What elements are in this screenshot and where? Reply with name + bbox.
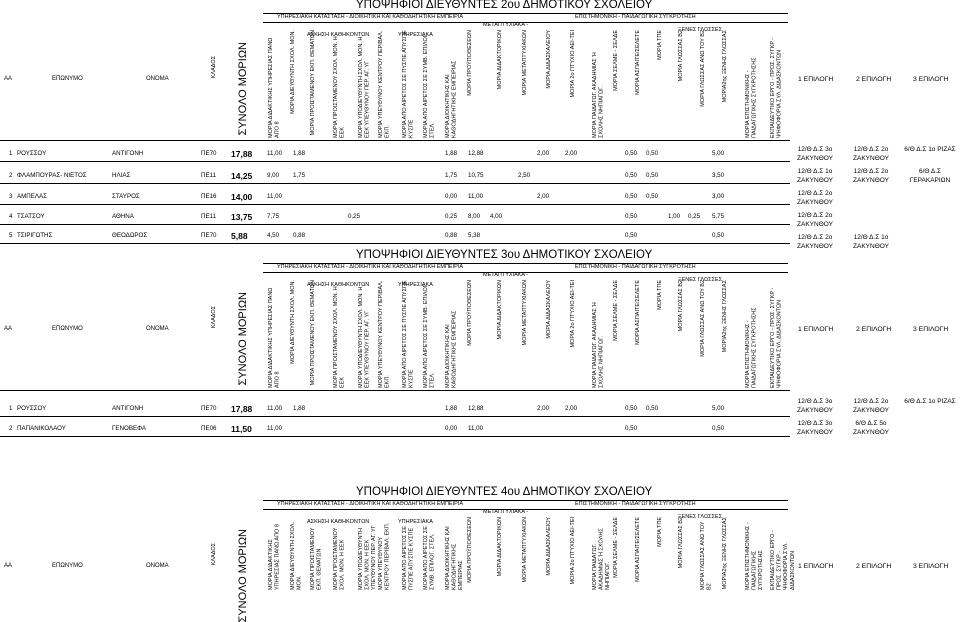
col-header: ΜΟΡΙΑ ΑΠΟ ΑΙΡΕΤΟΣ ΣΕ ΣΥΜΒ. ΕΠΙΛΟΓ. ΣΤΕΛ. <box>423 33 436 138</box>
row-klados: ΠΕ70 <box>201 405 217 412</box>
col-total: ΣΥΝΟΛΟ ΜΟΡΙΩΝ <box>237 42 249 136</box>
row-value: 4,00 <box>490 213 503 220</box>
col-klados: ΚΛΑΔΟΣ <box>211 543 217 566</box>
col-header: ΜΟΡΙΑ ΑΠΟ ΑΙΡΕΤΟΣ ΣΕ ΣΥΜΒ. ΕΠΙΛΟΓ. ΣΤΕΛ. <box>423 283 436 388</box>
row-total: 17,88 <box>231 149 253 159</box>
col-header: ΜΟΡΙΑ ΤΠΕ <box>657 30 663 60</box>
col-header: ΜΟΡΙΑ ΥΠΕΥΘΥΝΟΥ ΚΕΝΤΡΟΥ ΠΕΡΙΒΑΛ. ΕΚΠ. <box>378 30 391 138</box>
choice-first: 12/Θ Δ.Σ 1ο ΖΑΚΥΝΘΟΥ <box>797 168 833 184</box>
row-name: ΑΘΗΝΑ <box>112 213 134 220</box>
col-header: ΜΟΡΙΑ ΔΙΕΥΘΥΝΤΗ ΣΧΟΛ. ΜΟΝ. <box>290 30 296 114</box>
group-postgrad-header: ΜΕΤΑΠΤΥΧΙΑΚΑ - <box>483 272 529 278</box>
col-header: ΜΟΡΙΑ ΠΡΟΙΣΤΑΜΕΝΟΥ ΕΚΠ. ΘΕΜΑΤΩΝ <box>310 527 323 590</box>
col-total: ΣΥΝΟΛΟ ΜΟΡΙΩΝ <box>237 529 249 622</box>
col-header: ΜΟΡΙΑ ΠΡΟΙΣΤΑΜΕΝΟΥ ΣΧΟΛ. ΜΟΝ. Η ΕΕΚ <box>333 286 346 388</box>
col-header: ΜΟΡΙΑ ΥΠΟΔΙΕΥΘΥΝΤΗ ΣΧΟΛ. ΜΟΝ. Η ΕΕΚ ΥΠΕΥΘΥΝΟΥ ΠΕΡ. ΑΓ. ΥΓ <box>358 525 378 590</box>
col-header: ΜΟΡΙΑ 2ο ΠΤΥΧΙΟ ΑΕΙ-ΤΕΙ <box>570 517 576 585</box>
col-header: ΜΟΡΙΑ ΔΙΔΑΚΤΟΡΙΚΩΝ <box>497 30 503 90</box>
row-total: 17,88 <box>231 404 253 414</box>
col-header: ΜΟΡΙΑ ΓΛΩΣΣΑΣ Β2 <box>678 517 684 569</box>
row-value: 1,75 <box>293 172 306 179</box>
row-klados: ΠΕ11 <box>201 213 217 220</box>
col-header: ΜΟΡΙΑ ΠΡΟΙΣΤΑΜΕΝΟΥ ΣΧΟΛ. ΜΟΝ. Η ΕΕΚ <box>333 527 346 590</box>
row-aa: 4 <box>9 213 13 220</box>
choice-second: 12/Θ Δ.Σ 2ο ΖΑΚΥΝΘΟΥ <box>853 146 889 162</box>
row-value: 11,00 <box>267 405 283 412</box>
row-value: 2,00 <box>537 150 550 157</box>
col-header: ΜΟΡΙΑ ΔΙΕΥΘΥΝΤΗ ΣΧΟΛ. ΜΟΝ. <box>290 522 303 590</box>
col-header: ΕΚΠΑΙΔΕΥΤΙΚΟ ΕΡΓΟ - ΠΡΟΣ. ΣΥΓΚΡ - ΨΗΦΟΦΟΡΙΑ ΣΥΛ. ΔΙΔΑΣΚΟΝΤΩΝ <box>770 287 783 388</box>
row-value: 0,50 <box>646 193 659 200</box>
choice-first: 12/Θ Δ.Σ 2ο ΖΑΚΥΝΘΟΥ <box>797 212 833 228</box>
col-header: ΜΟΡΙΑ ΠΑΙΔΑΓΩΓ. ΑΚΑΔΗΜΙΑΣ Ή ΣΧΟΛΗΣ ΝΗΠΙΑΓΩΓ. <box>592 52 605 138</box>
row-value: 8,00 <box>468 213 481 220</box>
divider-line <box>0 436 790 437</box>
col-header: ΕΚΠΑΙΔΕΥΤΙΚΟ ΕΡΓΟ - ΠΡΟΣ. ΣΥΓΚΡ - ΨΗΦΟΦΟΡΙΑ ΣΥΛ. ΔΙΔΑΣΚΟΝΤΩΝ <box>770 37 783 138</box>
col-header: ΜΟΡΙΑ ΔΙΟΙΚΗΤΙΚΗΣ ΚΑΙ ΚΑΘΟΔΗΓΗΤΙΚΗΣ ΕΜΠΕΙΡΙΑΣ <box>445 526 465 590</box>
group-service-header: ΥΠΗΡΕΣΙΑΚΗ ΚΑΤΑΣΤΑΣΗ - ΔΙΟΙΚΗΤΙΚΗ ΚΑΙ ΚΑΘΟΔΗΓΗΤΙΚΗ ΕΜΠΕΙΡΙΑ <box>277 264 463 270</box>
row-value: 11,00 <box>267 193 283 200</box>
col-header: ΜΟΡΙΑ ΠΡΟΫΠΟΘΕΣΕΩΝ <box>467 280 473 346</box>
row-surname: ΡΟΥΣΣΟΥ <box>17 150 47 157</box>
row-value: 0,50 <box>625 213 638 220</box>
col-choice-3: 3 ΕΠΙΛΟΓΗ <box>913 76 949 83</box>
row-value: 10,75 <box>468 172 484 179</box>
col-header: ΜΟΡΙΑ ΑΠΟ ΑΙΡΕΤΟΣ ΣΕ ΠΥΣΠΕ ΑΠΥΣΠΕ ΚΥΣΠΕ <box>402 30 415 138</box>
col-header: ΜΟΡΙΑ ΓΛΩΣΣΑΣ Β2 <box>678 280 684 332</box>
col-header: ΜΟΡΙΑ ΣΕΛΜΕ - ΣΕΛΔΕ <box>613 280 619 341</box>
choice-first: 12/Θ Δ.Σ 3ο ΖΑΚΥΝΘΟΥ <box>797 398 833 414</box>
row-name: ΓΕΝΟΒΕΦΑ <box>112 425 146 432</box>
col-header: ΜΟΡΙΑ ΜΕΤΑΠΤΥΧΙΑΚΩΝ <box>522 280 528 346</box>
divider-line <box>0 390 790 391</box>
col-choice-3: 3 ΕΠΙΛΟΓΗ <box>913 326 949 333</box>
group-postgrad-header: ΜΕΤΑΠΤΥΧΙΑΚΑ - <box>483 509 529 515</box>
col-header: ΜΟΡΙΑ ΜΕΤΑΠΤΥΧΙΑΚΩΝ <box>522 517 528 583</box>
col-header: ΜΟΡΙΑ ΓΛΩΣΣΑΣ Β2 <box>678 30 684 82</box>
divider-line <box>0 140 790 141</box>
row-value: 0,88 <box>445 232 458 239</box>
group-languages-header: ΞΕΝΕΣ ΓΛΩΣΣΕΣ <box>678 27 722 33</box>
col-header: ΜΟΡΙΑ ΑΠΟ ΑΙΡΕΤΟΣ ΣΕ ΠΥΣΠΕ ΑΠΥΣΠΕ ΚΥΣΠΕ <box>402 526 415 590</box>
col-header: ΜΟΡΙΑ ΑΣΠΑΙΤΕ/ΣΕΛΕΤΕ <box>635 30 641 95</box>
row-value: 9,00 <box>267 172 280 179</box>
row-aa: 1 <box>9 405 13 412</box>
row-value: 2,00 <box>565 150 578 157</box>
row-value: 0,25 <box>688 213 701 220</box>
group-service-header: ΥΠΗΡΕΣΙΑΚΗ ΚΑΤΑΣΤΑΣΗ - ΔΙΟΙΚΗΤΙΚΗ ΚΑΙ ΚΑΘΟΔΗΓΗΤΙΚΗ ΕΜΠΕΙΡΙΑ <box>277 501 463 507</box>
group-languages-header: ΞΕΝΕΣ ΓΛΩΣΣΕΣ <box>678 514 722 520</box>
col-name: ΟΝΟΜΑ <box>146 326 169 332</box>
choice-third: 6/Θ Δ.Σ ΓΕΡΑΚΑΡΙΩΝ <box>909 168 951 184</box>
row-surname: ΤΣΙΡΙΓΩΤΗΣ <box>17 232 53 239</box>
col-choice-2: 2 ΕΠΙΛΟΓΗ <box>856 76 892 83</box>
row-value: 0,50 <box>712 232 725 239</box>
col-header: ΕΚΠΑΙΔΕΥΤΙΚΟ ΕΡΓΟ - ΠΡΟΣ. ΣΥΓΚΡ - ΨΗΦΟΦΟΡΙΑ ΣΥΛ. ΔΙΔΑΣΚΟΝΤΩΝ <box>770 530 796 590</box>
row-value: 0,25 <box>445 213 458 220</box>
choice-first: 12/Θ Δ.Σ 3ο ΖΑΚΥΝΘΟΥ <box>797 420 833 436</box>
row-name: ΑΝΤΙΓΟΝΗ <box>112 405 144 412</box>
choice-first: 12/Θ Δ.Σ 3ο ΖΑΚΥΝΘΟΥ <box>797 146 833 162</box>
row-name: ΣΤΑΥΡΟΣ <box>112 193 140 200</box>
col-header: ΜΟΡΙΑ ΑΣΠΑΙΤΕ/ΣΕΛΕΤΕ <box>635 517 641 582</box>
col-header: ΜΟΡΙΑ ΠΑΙΔΑΓΩΓ. ΑΚΑΔΗΜΙΑΣ Ή ΣΧΟΛΗΣ ΝΗΠΙΑΓΩΓ. <box>592 302 605 388</box>
section-title: ΥΠΟΨΗΦΙΟΙ ΔΙΕΥΘΥΝΤΕΣ 3ου ΔΗΜΟΤΙΚΟΥ ΣΧΟΛΕΙΟΥ <box>356 249 653 261</box>
col-header: ΜΟΡΙΑ ΑΠΟ ΑΙΡΕΤΟΣ ΣΕ ΣΥΜΒ. ΕΠΙΛΟΓ. ΣΤΕΛ. <box>423 526 436 590</box>
col-header: ΜΟΡΙΑ ΠΡΟΫΠΟΘΕΣΕΩΝ <box>467 30 473 96</box>
col-aa: ΑΑ <box>4 326 13 332</box>
col-header: ΜΟΡΙΑ ΥΠΟΔΙΕΥΘΥΝΤΗ ΣΧΟΛ. ΜΟΝ. Η ΕΕΚ ΥΠΕΥΘΥΝΟΥ ΠΕΡ. ΑΓ. ΥΓ <box>358 36 371 138</box>
row-value: 4,50 <box>267 232 280 239</box>
section-title: ΥΠΟΨΗΦΙΟΙ ΔΙΕΥΘΥΝΤΕΣ 4ου ΔΗΜΟΤΙΚΟΥ ΣΧΟΛΕΙΟΥ <box>356 486 653 498</box>
col-header: ΜΟΡΙΑ ΣΕΛΜΕ - ΣΕΛΔΕ <box>613 517 619 578</box>
row-value: 0,00 <box>445 425 458 432</box>
row-value: 11,00 <box>267 150 283 157</box>
row-value: 5,00 <box>712 150 725 157</box>
col-header: ΜΟΡΙΑ ΠΑΙΔΑΓΩΓ. ΑΚΑΔΗΜΙΑΣ Ή ΣΧΟΛΗΣ ΝΗΠΙΑΓΩΓ. <box>592 528 612 590</box>
divider-line <box>0 224 790 225</box>
col-header: ΜΟΡΙΑ2ης ΞΕΝΗΣ ΓΛΩΣΣΑΣ <box>722 280 728 353</box>
row-value: 2,50 <box>518 172 531 179</box>
col-header: ΜΟΡΙΑ2ης ΞΕΝΗΣ ΓΛΩΣΣΑΣ <box>722 30 728 103</box>
divider-line <box>0 243 790 244</box>
row-total: 5,88 <box>231 231 248 241</box>
row-value: 0,50 <box>712 425 725 432</box>
col-choice-1: 1 ΕΠΙΛΟΓΗ <box>798 76 834 83</box>
group-service-sub-header: ΥΠΗΡΕΣΙΑΚΑ <box>398 519 433 525</box>
row-value: 1,88 <box>293 150 306 157</box>
group-languages-header: ΞΕΝΕΣ ΓΛΩΣΣΕΣ <box>678 277 722 283</box>
row-aa: 1 <box>9 150 13 157</box>
choice-third: 6/Θ Δ.Σ 1ο ΡΙΖΑΣ <box>904 146 956 153</box>
row-surname: ΡΟΥΣΣΟΥ <box>17 405 47 412</box>
row-total: 14,25 <box>231 171 253 181</box>
row-value: 12,88 <box>468 405 484 412</box>
col-header: ΜΟΡΙΑ ΔΙΔΑΣΚΑΛΕΙΟΥ <box>546 280 552 339</box>
row-value: 2,00 <box>565 405 578 412</box>
row-klados: ΠΕ70 <box>201 150 217 157</box>
col-choice-1: 1 ΕΠΙΛΟΓΗ <box>798 326 834 333</box>
row-value: 12,88 <box>468 150 484 157</box>
row-value: 11,00 <box>267 425 283 432</box>
choice-second: 12/Θ Δ.Σ 1ο ΖΑΚΥΝΘΟΥ <box>853 234 889 250</box>
row-value: 0,50 <box>625 150 638 157</box>
col-header: ΜΟΡΙΑ 2ο ΠΤΥΧΙΟ ΑΕΙ-ΤΕΙ <box>570 30 576 98</box>
row-value: 1,88 <box>445 150 458 157</box>
row-value: 11,00 <box>468 193 484 200</box>
col-header: ΜΟΡΙΑ ΑΠΟ ΑΙΡΕΤΟΣ ΣΕ ΠΥΣΠΕ ΑΠΥΣΠΕ ΚΥΣΠΕ <box>402 280 415 388</box>
row-value: 0,88 <box>293 232 306 239</box>
choice-second: 12/Θ Δ.Σ 2ο ΖΑΚΥΝΘΟΥ <box>853 398 889 414</box>
col-header: ΜΟΡΙΑ ΔΙΔΑΚΤΟΡΙΚΩΝ <box>497 517 503 577</box>
row-value: 0,50 <box>646 172 659 179</box>
divider-line <box>0 204 790 205</box>
row-value: 11,00 <box>468 425 484 432</box>
col-header: ΜΟΡΙΑ ΔΙΔΑΚΤΙΚΗΣ ΥΠΗΡΕΣΙΑΣ ΠΑΝΩ ΑΠΟ 8 <box>268 287 281 388</box>
col-header: ΜΟΡΙΑ ΔΙΕΥΘΥΝΤΗ ΣΧΟΛ. ΜΟΝ. <box>290 280 296 364</box>
group-scientific-header: ΕΠΙΣΤΗΜΟΝΙΚΗ - ΠΑΙΔΑΓΩΓΙΚΗ ΣΥΓΚΡΟΤΗΣΗ <box>575 14 696 20</box>
group-tasks-header: ΑΣΚΗΣΗ ΚΑΘΗΚΟΝΤΩΝ <box>307 282 370 288</box>
col-header: ΜΟΡΙΑ ΠΡΟΫΠΟΘΕΣΕΩΝ <box>467 517 473 583</box>
col-choice-2: 2 ΕΠΙΛΟΓΗ <box>856 563 892 570</box>
col-surname: ΕΠΩΝΥΜΟ <box>52 326 83 332</box>
col-total: ΣΥΝΟΛΟ ΜΟΡΙΩΝ <box>237 292 249 386</box>
row-value: 0,50 <box>646 150 659 157</box>
col-name: ΟΝΟΜΑ <box>146 76 169 82</box>
col-header: ΜΟΡΙΑ ΠΡΟΙΣΤΑΜΕΝΟΥ ΕΚΠ. ΘΕΜΑΤΩΝ <box>310 30 316 136</box>
divider-line <box>0 416 790 417</box>
col-header: ΜΟΡΙΑ ΤΠΕ <box>657 517 663 547</box>
row-value: 0,50 <box>625 405 638 412</box>
row-value: 0,50 <box>625 193 638 200</box>
group-service-sub-header: ΥΠΗΡΕΣΙΑΚΑ <box>398 32 433 38</box>
row-value: 3,00 <box>712 193 725 200</box>
group-service-sub-header: ΥΠΗΡΕΣΙΑΚΑ <box>398 282 433 288</box>
row-klados: ΠΕ06 <box>201 425 217 432</box>
row-value: 0,50 <box>625 425 638 432</box>
col-header: ΜΟΡΙΑ ΔΙΔΑΣΚΑΛΕΙΟΥ <box>546 517 552 576</box>
col-header: ΜΟΡΙΑ ΓΛΩΣΣΑΣ ΑΝΩ ΤΟΥ Β2 <box>700 280 706 357</box>
row-value: 5,75 <box>712 213 725 220</box>
group-scientific-header: ΕΠΙΣΤΗΜΟΝΙΚΗ - ΠΑΙΔΑΓΩΓΙΚΗ ΣΥΓΚΡΟΤΗΣΗ <box>575 501 696 507</box>
choice-second: 12/Θ Δ.Σ 2ο ΖΑΚΥΝΘΟΥ <box>853 168 889 184</box>
row-name: ΑΝΤΙΓΟΝΗ <box>112 150 144 157</box>
col-header: ΜΟΡΙΑ ΠΡΟΙΣΤΑΜΕΝΟΥ ΣΧΟΛ. ΜΟΝ. Η ΕΕΚ <box>333 36 346 138</box>
row-surname: ΑΜΠΕΛΑΣ <box>17 193 47 200</box>
col-choice-3: 3 ΕΠΙΛΟΓΗ <box>913 563 949 570</box>
col-surname: ΕΠΩΝΥΜΟ <box>52 76 83 82</box>
divider-line <box>0 161 790 162</box>
col-header: ΜΟΡΙΑ ΔΙΟΙΚΗΤΙΚΗΣ ΚΑΙ ΚΑΘΟΔΗΓΗΤΙΚΗΣ ΕΜΠΕΙΡΙΑΣ <box>445 310 458 388</box>
row-aa: 3 <box>9 193 13 200</box>
row-value: 1,88 <box>293 405 306 412</box>
col-header: ΜΟΡΙΑ ΓΛΩΣΣΑΣ ΑΝΩ ΤΟΥ Β2 <box>700 30 706 107</box>
col-header: ΜΟΡΙΑ ΕΠΙΣΤΗΜΟΝΙΚΗΣ - ΠΑΙΔΑΓΩΓΙΚΗΣ ΣΥΓΚΡΟΤΗΣΗΣ <box>745 522 765 590</box>
group-tasks-header: ΑΣΚΗΣΗ ΚΑΘΗΚΟΝΤΩΝ <box>307 32 370 38</box>
row-value: 5,00 <box>712 405 725 412</box>
choice-second: 6/Θ Δ.Σ 5ο ΖΑΚΥΝΘΟΥ <box>853 420 889 436</box>
section-title: ΥΠΟΨΗΦΙΟΙ ΔΙΕΥΘΥΝΤΕΣ 2ου ΔΗΜΟΤΙΚΟΥ ΣΧΟΛΕΙΟΥ <box>356 0 653 11</box>
col-header: ΜΟΡΙΑ ΕΠΙΣΤΗΜΟΝΙΚΗΣ - ΠΑΙΔΑΓΩΓΙΚΗΣ ΣΥΓΚΡΟΤΗΣΗΣ <box>745 57 758 138</box>
row-surname: ΤΣΑΤΣΟΥ <box>17 213 45 220</box>
row-aa: 2 <box>9 425 13 432</box>
row-klados: ΠΕ16 <box>201 193 217 200</box>
row-value: 3,50 <box>712 172 725 179</box>
row-aa: 5 <box>9 232 13 239</box>
row-value: 2,00 <box>537 405 550 412</box>
divider-line <box>0 183 790 184</box>
row-value: 0,00 <box>445 193 458 200</box>
row-value: 5,38 <box>468 232 481 239</box>
row-value: 7,75 <box>267 213 280 220</box>
col-choice-1: 1 ΕΠΙΛΟΓΗ <box>798 563 834 570</box>
col-choice-2: 2 ΕΠΙΛΟΓΗ <box>856 326 892 333</box>
row-value: 0,50 <box>646 405 659 412</box>
row-surname: ΠΑΠΑΝΙΚΟΛΑΟΥ <box>17 425 66 432</box>
col-header: ΜΟΡΙΑ ΠΡΟΙΣΤΑΜΕΝΟΥ ΕΚΠ. ΘΕΜΑΤΩΝ <box>310 280 316 386</box>
col-header: ΜΟΡΙΑ ΓΛΩΣΣΑΣ ΑΝΩ ΤΟΥ Β2 <box>700 521 713 590</box>
row-klados: ΠΕ11 <box>201 172 217 179</box>
row-total: 13,75 <box>231 212 253 222</box>
col-header: ΜΟΡΙΑ ΔΙΔΑΚΤΙΚΗΣ ΥΠΗΡΕΣΙΑΣ ΠΑΝΩ ΑΠΟ 8 <box>268 37 281 138</box>
col-header: ΜΟΡΙΑ ΥΠΕΥΘΥΝΟΥ ΚΕΝΤΡΟΥ ΠΕΡΙΒΑΛ. ΕΚΠ. <box>378 280 391 388</box>
row-value: 0,50 <box>625 232 638 239</box>
group-postgrad-header: ΜΕΤΑΠΤΥΧΙΑΚΑ - <box>483 22 529 28</box>
col-header: ΜΟΡΙΑ ΔΙΔΑΣΚΑΛΕΙΟΥ <box>546 30 552 89</box>
col-header: ΜΟΡΙΑ ΥΠΟΔΙΕΥΘΥΝΤΗ ΣΧΟΛ. ΜΟΝ. Η ΕΕΚ ΥΠΕΥΘΥΝΟΥ ΠΕΡ. ΑΓ. ΥΓ <box>358 286 371 388</box>
group-service-header: ΥΠΗΡΕΣΙΑΚΗ ΚΑΤΑΣΤΑΣΗ - ΔΙΟΙΚΗΤΙΚΗ ΚΑΙ ΚΑΘΟΔΗΓΗΤΙΚΗ ΕΜΠΕΙΡΙΑ <box>277 14 463 20</box>
col-klados: ΚΛΑΔΟΣ <box>211 306 217 329</box>
col-header: ΜΟΡΙΑ ΤΠΕ <box>657 280 663 310</box>
row-value: 0,25 <box>348 213 361 220</box>
row-name: ΘΕΟΔΩΡΟΣ <box>112 232 148 239</box>
col-header: ΜΟΡΙΑ2ης ΞΕΝΗΣ ΓΛΩΣΣΑΣ <box>722 517 728 590</box>
row-value: 1,75 <box>445 172 458 179</box>
row-value: 0,50 <box>625 172 638 179</box>
row-aa: 2 <box>9 172 13 179</box>
choice-first: 12/Θ Δ.Σ 2ο ΖΑΚΥΝΘΟΥ <box>797 190 833 206</box>
row-klados: ΠΕ70 <box>201 232 217 239</box>
col-surname: ΕΠΩΝΥΜΟ <box>52 563 83 569</box>
col-header: ΜΟΡΙΑ ΣΕΛΜΕ - ΣΕΛΔΕ <box>613 30 619 91</box>
choice-third: 6/Θ Δ.Σ 1ο ΡΙΖΑΣ <box>904 398 956 405</box>
col-header: ΜΟΡΙΑ ΑΣΠΑΙΤΕ/ΣΕΛΕΤΕ <box>635 280 641 345</box>
row-value: 2,00 <box>537 193 550 200</box>
col-header: ΜΟΡΙΑ ΥΠΕΥΘΥΝΟΥ ΚΕΝΤΡΟΥ ΠΕΡΙΒΑΛ. ΕΚΠ. <box>378 522 391 590</box>
row-total: 14,00 <box>231 192 253 202</box>
col-aa: ΑΑ <box>4 76 13 82</box>
group-scientific-header: ΕΠΙΣΤΗΜΟΝΙΚΗ - ΠΑΙΔΑΓΩΓΙΚΗ ΣΥΓΚΡΟΤΗΣΗ <box>575 264 696 270</box>
choice-first: 12/Θ Δ.Σ 2ο ΖΑΚΥΝΘΟΥ <box>797 234 833 250</box>
row-value: 1,88 <box>445 405 458 412</box>
col-aa: ΑΑ <box>4 563 13 569</box>
group-tasks-header: ΑΣΚΗΣΗ ΚΑΘΗΚΟΝΤΩΝ <box>307 519 370 525</box>
col-header: ΜΟΡΙΑ 2ο ΠΤΥΧΙΟ ΑΕΙ-ΤΕΙ <box>570 280 576 348</box>
row-name: ΗΛΙΑΣ <box>112 172 131 179</box>
col-klados: ΚΛΑΔΟΣ <box>211 56 217 79</box>
row-value: 1,00 <box>668 213 681 220</box>
col-header: ΜΟΡΙΑ ΕΠΙΣΤΗΜΟΝΙΚΗΣ - ΠΑΙΔΑΓΩΓΙΚΗΣ ΣΥΓΚΡΟΤΗΣΗΣ <box>745 307 758 388</box>
row-total: 11,50 <box>231 424 252 434</box>
col-header: ΜΟΡΙΑ ΔΙΔΑΚΤΙΚΗΣ ΥΠΗΡΕΣΙΑΣ ΠΑΝΩ ΑΠΟ 8 <box>268 524 281 590</box>
col-header: ΜΟΡΙΑ ΔΙΔΑΚΤΟΡΙΚΩΝ <box>497 280 503 340</box>
col-name: ΟΝΟΜΑ <box>146 563 169 569</box>
col-header: ΜΟΡΙΑ ΔΙΟΙΚΗΤΙΚΗΣ ΚΑΙ ΚΑΘΟΔΗΓΗΤΙΚΗΣ ΕΜΠΕΙΡΙΑΣ <box>445 60 458 138</box>
col-header: ΜΟΡΙΑ ΜΕΤΑΠΤΥΧΙΑΚΩΝ <box>522 30 528 96</box>
row-surname: ΦΛΑΜΠΟΥΡΑΣ- ΝΙΕΤΟΣ <box>17 172 87 179</box>
